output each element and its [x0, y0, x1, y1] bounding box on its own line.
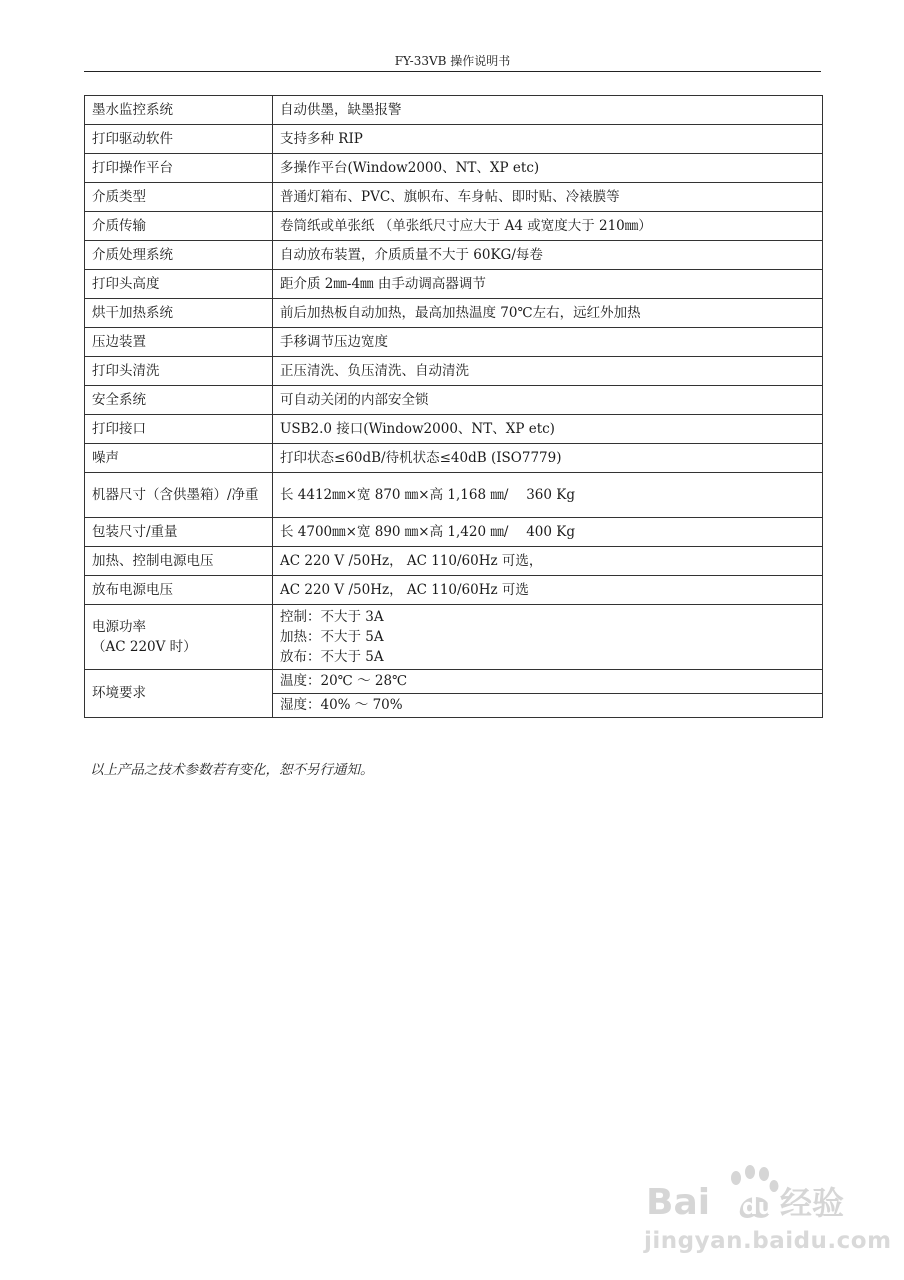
- spec-label: 包装尺寸/重量: [85, 518, 273, 547]
- table-row: [85, 212, 823, 241]
- spec-value: 长 4700㎜×宽 890 ㎜×高 1,420 ㎜/ 400 Kg: [273, 518, 823, 547]
- table-row: [85, 270, 823, 299]
- power-label-line: 电源功率: [92, 619, 146, 635]
- table-row-environment: [85, 670, 823, 694]
- spec-label: 介质传输: [85, 212, 273, 241]
- table-row: [85, 473, 823, 518]
- page-header-title: FY-33VB 操作说明书: [394, 54, 511, 68]
- table-row: [85, 415, 823, 444]
- watermark-brand-paw-text: du: [742, 1195, 774, 1220]
- table-row: [85, 386, 823, 415]
- spec-value-environment: 温度：20℃ ～ 28℃: [273, 670, 823, 694]
- spec-value: 打印状态≤60dB/待机状态≤40dB (ISO7779): [273, 444, 823, 473]
- table-row: [85, 299, 823, 328]
- spec-label: 放布电源电压: [85, 576, 273, 605]
- spec-label: 压边装置: [85, 328, 273, 357]
- header-divider: [84, 71, 821, 72]
- spec-label: 噪声: [85, 444, 273, 473]
- spec-value: 自动放布装置，介质质量不大于 60KG/每卷: [273, 241, 823, 270]
- spec-label: 安全系统: [85, 386, 273, 415]
- spec-value-environment: 湿度：40% ～ 70%: [273, 694, 823, 718]
- spec-value: 长 4412㎜×宽 870 ㎜×高 1,168 ㎜/ 360 Kg: [273, 473, 823, 518]
- power-value-line: 控制：不大于 3A: [280, 609, 384, 625]
- spec-label: 介质类型: [85, 183, 273, 212]
- watermark-brand-cn-text: 经验: [780, 1184, 845, 1222]
- power-value-line: 加热：不大于 5A: [280, 629, 384, 645]
- baidu-watermark: [640, 1148, 892, 1258]
- spec-label: 机器尺寸（含供墨箱）/净重: [85, 473, 273, 518]
- spec-table: [84, 95, 823, 718]
- table-row: [85, 576, 823, 605]
- spec-value: 普通灯箱布、PVC、旗帜布、车身帖、即时贴、冷裱膜等: [273, 183, 823, 212]
- table-row: [85, 518, 823, 547]
- table-row: [85, 357, 823, 386]
- spec-value: 正压清洗、负压清洗、自动清洗: [273, 357, 823, 386]
- spec-label: 烘干加热系统: [85, 299, 273, 328]
- watermark-brand-text: Bai: [646, 1182, 711, 1223]
- spec-label: 打印接口: [85, 415, 273, 444]
- spec-label: 打印头清洗: [85, 357, 273, 386]
- spec-label: 墨水监控系统: [85, 96, 273, 125]
- table-row: [85, 96, 823, 125]
- disclaimer-note: 以上产品之技术参数若有变化，恕不另行通知。: [90, 762, 374, 778]
- table-row-power: [85, 605, 823, 670]
- spec-label-environment: 环境要求: [85, 670, 273, 718]
- spec-label-power: [85, 605, 273, 670]
- table-row: [85, 154, 823, 183]
- spec-value: AC 220 V /50Hz， AC 110/60Hz 可选，: [273, 547, 823, 576]
- spec-label: 打印驱动软件: [85, 125, 273, 154]
- spec-value: 多操作平台(Window2000、NT、XP etc): [273, 154, 823, 183]
- spec-value: 自动供墨，缺墨报警: [273, 96, 823, 125]
- table-row: [85, 547, 823, 576]
- spec-label: 打印头高度: [85, 270, 273, 299]
- table-row: [85, 328, 823, 357]
- table-row: [85, 444, 823, 473]
- table-row: [85, 241, 823, 270]
- spec-value: 距介质 2㎜-4㎜ 由手动调高器调节: [273, 270, 823, 299]
- table-row: [85, 183, 823, 212]
- power-value-line: 放布：不大于 5A: [280, 649, 384, 665]
- baidu-logo: [640, 1148, 870, 1238]
- watermark-url: jingyan.baidu.com: [644, 1228, 892, 1254]
- spec-value: AC 220 V /50Hz， AC 110/60Hz 可选: [273, 576, 823, 605]
- spec-label: 加热、控制电源电压: [85, 547, 273, 576]
- power-label-line: （AC 220V 时）: [92, 639, 197, 655]
- spec-value: 卷筒纸或单张纸 （单张纸尺寸应大于 A4 或宽度大于 210㎜）: [273, 212, 823, 241]
- spec-label: 介质处理系统: [85, 241, 273, 270]
- spec-value: USB2.0 接口(Window2000、NT、XP etc): [273, 415, 823, 444]
- spec-value: 支持多种 RIP: [273, 125, 823, 154]
- table-row: [85, 125, 823, 154]
- spec-value: 前后加热板自动加热，最高加热温度 70℃左右，远红外加热: [273, 299, 823, 328]
- spec-label: 打印操作平台: [85, 154, 273, 183]
- spec-value-power: [273, 605, 823, 670]
- spec-value: 可自动关闭的内部安全锁: [273, 386, 823, 415]
- spec-value: 手移调节压边宽度: [273, 328, 823, 357]
